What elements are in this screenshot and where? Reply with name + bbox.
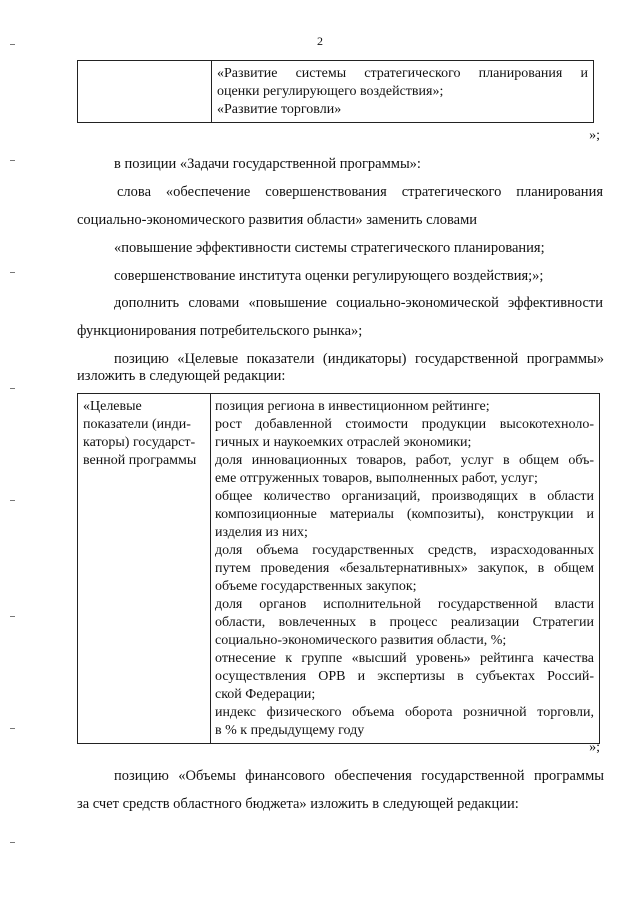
paragraph-add-cont: функционирования потребительского рынка»; <box>77 323 363 339</box>
table-cell-value <box>212 61 594 123</box>
table-line: венной программы <box>83 453 197 468</box>
paragraph-indicators-cont: изложить в следующей редакции: <box>77 368 286 384</box>
table-line: рост добавленной стоимости продукции высокотехноло- <box>215 417 594 432</box>
paragraph-add: дополнить словами «повышение социально-экономической эффективности <box>114 295 603 311</box>
table-line: позиция региона в инвестиционном рейтинге; <box>215 399 490 414</box>
table-line: изделия из них; <box>215 525 308 540</box>
paragraph-words: слова «обеспечение совершенствования стратегического планирования <box>117 184 603 200</box>
table-line: «Целевые <box>83 399 142 414</box>
table-line: доля инновационных товаров, работ, услуг в общем объ- <box>215 453 594 468</box>
closing-quote: »; <box>589 128 600 143</box>
table-line: объеме государственных закупок; <box>215 579 417 594</box>
margin-mark <box>10 616 15 617</box>
paragraph-quote-end: совершенствование института оценки регулирующего воздействия;»; <box>114 268 544 284</box>
paragraph-words-cont: социально-экономического развития области» заменить словами <box>77 212 478 228</box>
paragraph-tasks: в позиции «Задачи государственной программы»: <box>114 156 421 172</box>
table-line: доля органов исполнительной государственной власти <box>215 597 594 612</box>
table-row <box>78 394 600 744</box>
margin-mark <box>10 500 15 501</box>
margin-mark <box>10 728 15 729</box>
table-line: «Развитие системы стратегического планирования и <box>217 66 588 81</box>
table-line: ской Федерации; <box>215 687 316 702</box>
table-line: в % к предыдущему году <box>215 723 365 738</box>
margin-mark <box>10 388 15 389</box>
table-line: оценки регулирующего воздействия»; <box>217 84 444 99</box>
table-line: области, вовлеченных в процесс реализации Стратегии <box>215 615 594 630</box>
paragraph-financing-cont: за счет средств областного бюджета» изложить в следующей редакции: <box>77 796 519 812</box>
table-line: индекс физического объема оборота розничной торговли, <box>215 705 594 720</box>
margin-mark <box>10 272 15 273</box>
margin-mark <box>10 842 15 843</box>
paragraph-financing: позицию «Объемы финансового обеспечения государственной программы <box>114 768 604 784</box>
table-line: показатели (инди- <box>83 417 191 432</box>
page-number: 2 <box>317 34 323 48</box>
table-line: общее количество организаций, производящих в области <box>215 489 594 504</box>
table-line: «Развитие торговли» <box>217 102 342 117</box>
margin-mark <box>10 160 15 161</box>
paragraph-indicators: позицию «Целевые показатели (индикаторы) государственной программы» <box>114 351 604 367</box>
table-line: гичных и наукоемких отраслей экономики; <box>215 435 472 450</box>
closing-quote: »; <box>589 740 600 755</box>
indicators-table <box>77 393 600 744</box>
table-row <box>78 61 594 123</box>
table-line: путем проведения «безальтернативных» закупок, в общем <box>215 561 594 576</box>
table-line: социально-экономического развития области, %; <box>215 633 507 648</box>
table-line: осуществления ОРВ и экспертизы в субъектах Россий- <box>215 669 594 684</box>
table-line: еме отгруженных товаров, выполненных работ, услуг; <box>215 471 538 486</box>
margin-mark <box>10 44 15 45</box>
table-cell-label <box>78 394 211 744</box>
paragraph-quote-start: «повышение эффективности системы стратегического планирования; <box>114 240 545 256</box>
table-line: доля объема государственных средств, израсходованных <box>215 543 594 558</box>
program-names-table <box>77 60 594 123</box>
table-line: отнесение к группе «высший уровень» рейтинга качества <box>215 651 594 666</box>
table-line: каторы) государст- <box>83 435 196 450</box>
table-line: композиционные материалы (композиты), конструкции и <box>215 507 594 522</box>
table-cell-value <box>211 394 600 744</box>
table-cell-label <box>78 61 212 123</box>
